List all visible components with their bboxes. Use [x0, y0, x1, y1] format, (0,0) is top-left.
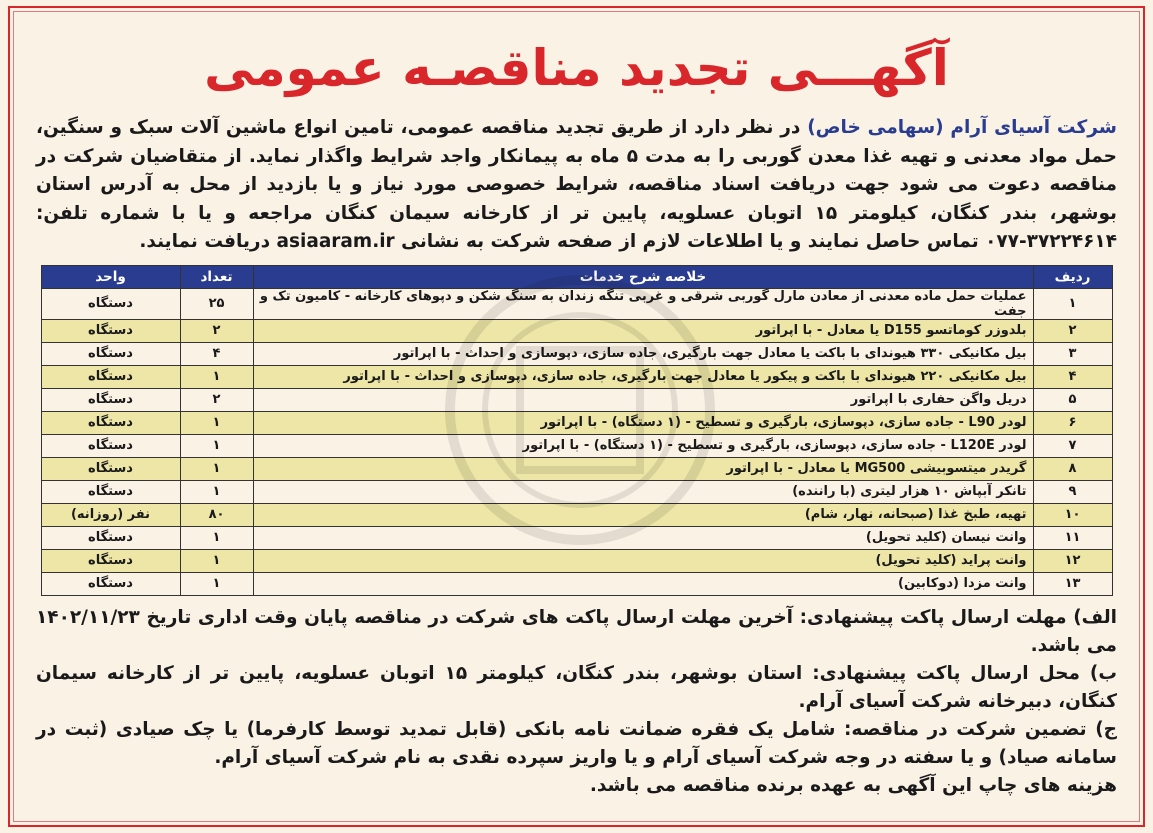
cell-count: ۱	[180, 549, 253, 572]
website-link[interactable]: asiaaram.ir	[276, 231, 395, 252]
header-index: ردیف	[1033, 265, 1112, 288]
cell-description: تانکر آبپاش ۱۰ هزار لیتری (با راننده)	[253, 480, 1033, 503]
cell-count: ۲	[180, 319, 253, 342]
table-row	[41, 549, 1112, 572]
cell-description: بلدوزر کوماتسو D155 یا معادل - با اپراتور	[253, 319, 1033, 342]
cell-index: ۹	[1033, 480, 1112, 503]
cell-unit: دستگاه	[41, 572, 180, 595]
cell-count: ۱	[180, 572, 253, 595]
cell-index: ۴	[1033, 365, 1112, 388]
cell-index: ۵	[1033, 388, 1112, 411]
table-row	[41, 342, 1112, 365]
cell-unit: دستگاه	[41, 411, 180, 434]
cell-description: لودر L90 - جاده سازی، دپوسازی، بارگیری و تسطیح - (۱ دستگاه) - با اپراتور	[253, 411, 1033, 434]
cell-unit: دستگاه	[41, 526, 180, 549]
cell-count: ۴	[180, 342, 253, 365]
cell-unit: دستگاه	[41, 549, 180, 572]
header-unit: واحد	[41, 265, 180, 288]
cell-description: گریدر میتسوبیشی MG500 یا معادل - با اپراتور	[253, 457, 1033, 480]
table-row	[41, 526, 1112, 549]
cell-description: تهیه، طبخ غذا (صبحانه، نهار، شام)	[253, 503, 1033, 526]
cell-description: بیل مکانیکی ۲۲۰ هیوندای با باکت و پیکور یا معادل جهت بارگیری، جاده سازی، دپوسازی و احداث - با اپراتور	[253, 365, 1033, 388]
cell-index: ۱۲	[1033, 549, 1112, 572]
cell-count: ۲	[180, 388, 253, 411]
cell-unit: دستگاه	[41, 342, 180, 365]
cell-description: وانت نیسان (کلید تحویل)	[253, 526, 1033, 549]
cell-description: بیل مکانیکی ۳۳۰ هیوندای با باکت یا معادل جهت بارگیری، جاده سازی، دپوسازی و احداث - با اپراتور	[253, 342, 1033, 365]
cell-unit: دستگاه	[41, 388, 180, 411]
cell-count: ۱	[180, 434, 253, 457]
cell-unit: دستگاه	[41, 288, 180, 319]
clause-guarantee	[36, 716, 1117, 772]
clause-text: شامل یک فقره ضمانت نامه بانکی (قابل تمدید توسط کارفرما) یا چک صیادی (ثبت در سامانه صیاد) و یا سفته در وجه شرکت آسیای آرام و یا واریز سپرده نقدی به نام شرکت آسیای آرام.	[36, 718, 1117, 768]
cell-unit: دستگاه	[41, 480, 180, 503]
cell-count: ۱	[180, 526, 253, 549]
table-row	[41, 434, 1112, 457]
header-description: خلاصه شرح خدمات	[253, 265, 1033, 288]
cell-index: ۱۰	[1033, 503, 1112, 526]
cell-count: ۲۵	[180, 288, 253, 319]
cell-count: ۱	[180, 457, 253, 480]
clause-label: الف) مهلت ارسال پاکت پیشنهادی:	[799, 606, 1117, 628]
table-row	[41, 319, 1112, 342]
cell-description: لودر L120E - جاده سازی، دپوسازی، بارگیری و تسطیح - (۱ دستگاه) - با اپراتور	[253, 434, 1033, 457]
cell-index: ۱۱	[1033, 526, 1112, 549]
cell-unit: دستگاه	[41, 365, 180, 388]
cell-description: وانت مزدا (دوکابین)	[253, 572, 1033, 595]
table-row	[41, 572, 1112, 595]
clause-label: ب) محل ارسال پاکت پیشنهادی:	[812, 662, 1117, 684]
cell-unit: دستگاه	[41, 319, 180, 342]
cell-count: ۱	[180, 480, 253, 503]
cell-description: دریل واگن حفاری با اپراتور	[253, 388, 1033, 411]
cell-index: ۶	[1033, 411, 1112, 434]
cell-description: عملیات حمل ماده معدنی از معادن مارل گوربی شرقی و غربی تنگه زندان به سنگ شکن و دپوهای کارخانه - کامیون تک و جفت	[253, 288, 1033, 319]
cell-unit: دستگاه	[41, 434, 180, 457]
cell-index: ۳	[1033, 342, 1112, 365]
notice-title: آگهـــی تجدید مناقصـه عمومی	[204, 39, 949, 97]
header-count: تعداد	[180, 265, 253, 288]
table-row	[41, 480, 1112, 503]
table-row	[41, 365, 1112, 388]
cell-count: ۱	[180, 365, 253, 388]
company-name: شرکت آسیای آرام (سهامی خاص)	[807, 117, 1117, 138]
intro-paragraph	[36, 114, 1117, 257]
clause-text: آخرین مهلت ارسال پاکت های شرکت در مناقصه پایان وقت اداری تاریخ ۱۴۰۲/۱۱/۲۳ می باشد.	[36, 606, 1117, 656]
clause-location	[36, 660, 1117, 716]
clause-text: استان بوشهر، بندر کنگان، کیلومتر ۱۵ اتوبان عسلویه، پایین تر از کارخانه سیمان کنگان، دبیرخانه شرکت آسیای آرام.	[36, 662, 1117, 712]
table-row	[41, 457, 1112, 480]
cell-index: ۸	[1033, 457, 1112, 480]
cell-index: ۷	[1033, 434, 1112, 457]
table-row	[41, 288, 1112, 319]
clause-deadline	[36, 604, 1117, 660]
cell-unit: نفر (روزانه)	[41, 503, 180, 526]
table-row	[41, 411, 1112, 434]
cell-index: ۱	[1033, 288, 1112, 319]
cell-index: ۱۳	[1033, 572, 1112, 595]
table-row	[41, 503, 1112, 526]
table-row	[41, 388, 1112, 411]
cell-index: ۲	[1033, 319, 1112, 342]
intro-text: در نظر دارد از طریق تجدید مناقصه عمومی، تامین انواع ماشین آلات سبک و سنگین، حمل مواد معدنی و تهیه غذا معدن گوربی را به مدت ۵ ماه به پیمانکار واجد شرایط واگذار نماید. از متقاضیان شرکت در مناقصه دعوت می شود جهت دریافت اسناد مناقصه، شرایط خصوصی مورد نیاز و یا بازدید از محل به آدرس استان بوشهر، بندر کنگان، کیلومتر ۱۵ اتوبان عسلویه، پایین تر از کارخانه سیمان کنگان مراجعه و یا با شماره تلفن: ۳۷۲۲۴۶۱۴-۰۷۷ تماس حاصل نمایند و یا اطلاعات لازم از صفحه شرکت به نشانی	[36, 117, 1117, 252]
table-header-row	[41, 265, 1112, 288]
clause-label: ج) تضمین شرکت در مناقصه:	[843, 718, 1117, 740]
footer-note: هزینه های چاپ این آگهی به عهده برنده مناقصه می باشد.	[589, 774, 1117, 796]
cell-unit: دستگاه	[41, 457, 180, 480]
cell-count: ۸۰	[180, 503, 253, 526]
cell-description: وانت پراید (کلید تحویل)	[253, 549, 1033, 572]
intro-tail: دریافت نمایند.	[139, 231, 277, 252]
services-table	[41, 265, 1113, 596]
conditions-section	[36, 604, 1117, 800]
cell-count: ۱	[180, 411, 253, 434]
